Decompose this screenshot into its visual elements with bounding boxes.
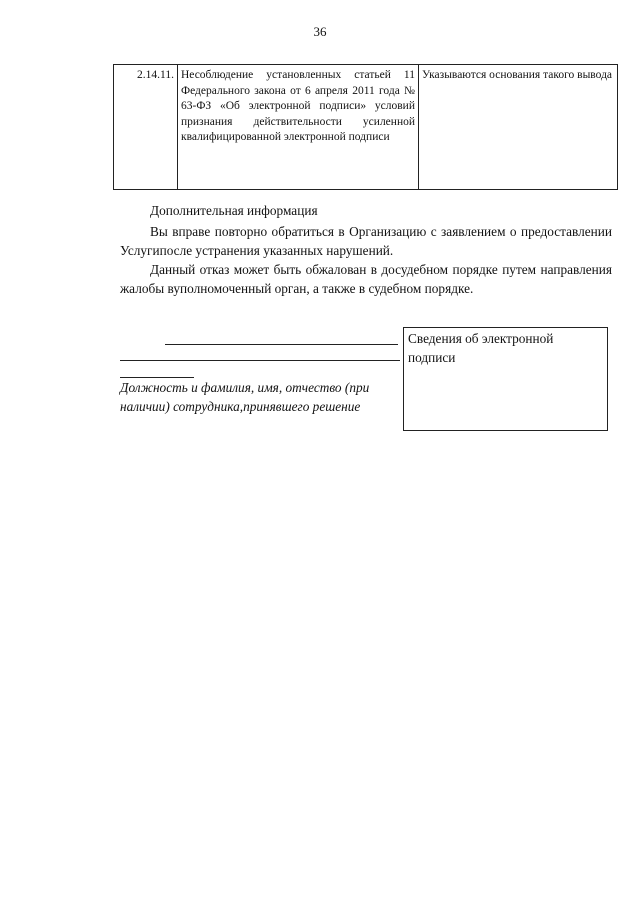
signature-line [165, 344, 398, 345]
electronic-signature-box [403, 327, 608, 431]
signature-line [120, 360, 400, 361]
electronic-signature-label: Сведения об электронной подписи [408, 331, 554, 365]
page-number: 36 [313, 24, 327, 39]
signer-caption: Должность и фамилия, имя, отчество (при наличии) сотрудника,принявшего решение [120, 380, 370, 414]
row-description: Несоблюдение установленных статьей 11 Федерального закона от 6 апреля 2011 года № 63-ФЗ «Об электронной подписи» условий признания действительности усиленной квалифицированной электронной подписи [178, 65, 419, 190]
additional-info-paragraph-1: Вы вправе повторно обратиться в Организацию с заявлением о предоставлении Услугипосле устранения указанных нарушений. [120, 224, 612, 258]
row-note: Указываются основания такого вывода [419, 65, 618, 190]
refusal-grounds-table [113, 64, 618, 190]
additional-info-paragraph-2: Данный отказ может быть обжалован в досудебном порядке путем направления жалобы вуполномоченный орган, а также в судебном порядке. [120, 262, 612, 296]
row-number: 2.14.11. [114, 65, 178, 190]
additional-info-heading: Дополнительная информация [150, 203, 318, 218]
table-row [114, 65, 618, 190]
